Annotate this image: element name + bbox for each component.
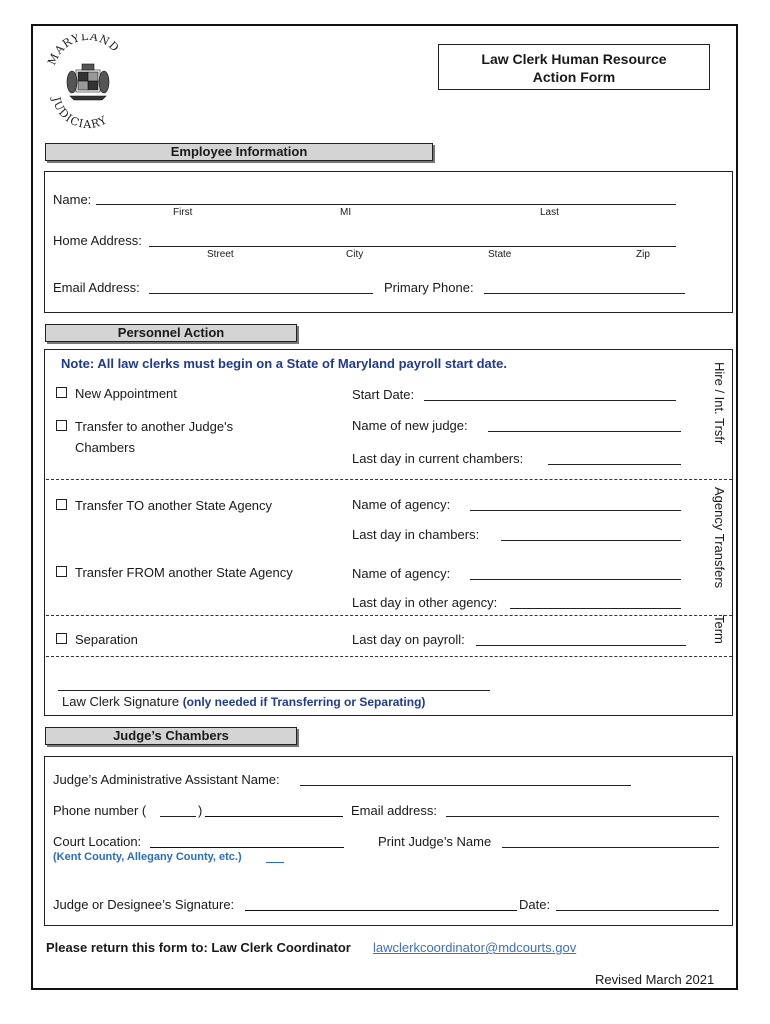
payroll-note: Note: All law clerks must begin on a State of Maryland payroll start date. [61, 356, 507, 371]
name-sublabel-first: First [173, 207, 193, 218]
home-address-label: Home Address: [53, 233, 142, 248]
email-address-field[interactable] [149, 293, 373, 294]
judge-email-label: Email address: [351, 803, 437, 818]
svg-text:JUDICIARY: JUDICIARY [49, 95, 110, 130]
transfer-to-agency-checkbox[interactable] [56, 499, 67, 510]
form-title-line1: Law Clerk Human Resource [481, 51, 667, 67]
separation-label: Separation [75, 632, 138, 647]
print-judge-name-label: Print Judge’s Name [378, 834, 492, 849]
name-sublabel-last: Last [540, 207, 559, 218]
personnel-action-heading: Personnel Action [45, 324, 297, 342]
maryland-judiciary-seal [46, 34, 130, 130]
judge-signature-field[interactable] [245, 910, 517, 911]
side-label-term: Term [712, 615, 727, 644]
employee-info-heading: Employee Information [45, 143, 433, 161]
agency-name-2-label: Name of agency: [352, 566, 451, 581]
transfer-from-agency-checkbox[interactable] [56, 566, 67, 577]
judge-signature-label: Judge or Designee’s Signature: [53, 897, 235, 912]
court-location-hint: (Kent County, Allegany County, etc.) [53, 851, 242, 863]
print-judge-name-field[interactable] [502, 847, 719, 848]
new-judge-label: Name of new judge: [352, 418, 468, 433]
agency-name-1-field[interactable] [470, 510, 681, 511]
transfer-from-agency-label: Transfer FROM another State Agency [75, 565, 293, 580]
phone-number-label: Phone number ( [53, 803, 147, 818]
new-appointment-label: New Appointment [75, 386, 177, 401]
agency-name-2-field[interactable] [470, 579, 681, 580]
revised-date: Revised March 2021 [595, 972, 715, 987]
assistant-name-label: Judge’s Administrative Assistant Name: [53, 772, 280, 787]
address-sublabel-street: Street [207, 249, 234, 260]
transfer-judge-label-line2: Chambers [75, 440, 135, 455]
judge-date-label: Date: [519, 897, 551, 912]
return-instructions: Please return this form to: Law Clerk Coordinator [46, 940, 351, 955]
assistant-name-field[interactable] [300, 785, 631, 786]
phone-close-paren: ) [198, 803, 203, 818]
new-judge-field[interactable] [488, 431, 681, 432]
section-divider [46, 479, 732, 480]
phone-number-field[interactable] [205, 816, 343, 817]
last-day-current-label: Last day in current chambers: [352, 451, 524, 466]
agency-name-1-label: Name of agency: [352, 497, 451, 512]
transfer-judge-checkbox[interactable] [56, 420, 67, 431]
last-day-other-agency-field[interactable] [510, 608, 681, 609]
side-label-agency: Agency Transfers [712, 487, 727, 589]
start-date-field[interactable] [424, 400, 676, 401]
form-title [438, 44, 710, 90]
side-label-hire: Hire / Int. Trsfr [712, 362, 727, 445]
law-clerk-signature-text: Law Clerk Signature [62, 694, 180, 709]
section-divider [46, 615, 732, 616]
last-day-current-field[interactable] [548, 464, 681, 465]
start-date-label: Start Date: [352, 387, 415, 402]
form-title-line2: Action Form [532, 69, 616, 85]
coordinator-email-link[interactable]: lawclerkcoordinator@mdcourts.gov [373, 940, 577, 955]
judge-email-field[interactable] [446, 816, 719, 817]
primary-phone-label: Primary Phone: [384, 280, 474, 295]
last-day-other-agency-label: Last day in other agency: [352, 595, 498, 610]
email-address-label: Email Address: [53, 280, 140, 295]
law-clerk-signature-label [62, 694, 425, 710]
transfer-to-agency-label: Transfer TO another State Agency [75, 498, 273, 513]
court-location-label: Court Location: [53, 834, 142, 849]
transfer-judge-label-line1: Transfer to another Judge's [75, 419, 234, 434]
new-appointment-checkbox[interactable] [56, 387, 67, 398]
last-day-payroll-field[interactable] [476, 645, 686, 646]
separation-checkbox[interactable] [56, 633, 67, 644]
address-sublabel-zip: Zip [636, 249, 650, 260]
judge-date-field[interactable] [556, 910, 719, 911]
law-clerk-signature-field[interactable] [58, 690, 490, 691]
law-clerk-signature-note: (only needed if Transferring or Separating) [182, 695, 426, 709]
address-sublabel-city: City [346, 249, 364, 260]
court-location-field[interactable] [150, 847, 344, 848]
phone-area-code-field[interactable] [160, 816, 196, 817]
address-sublabel-state: State [488, 249, 512, 260]
name-sublabel-mi: MI [340, 207, 352, 218]
court-hint-underline [266, 862, 284, 863]
last-day-payroll-label: Last day on payroll: [352, 632, 465, 647]
home-address-field[interactable] [149, 246, 676, 247]
last-day-chambers-label: Last day in chambers: [352, 527, 480, 542]
judges-chambers-heading: Judge’s Chambers [45, 727, 297, 745]
name-label: Name: [53, 192, 92, 207]
last-day-chambers-field[interactable] [501, 540, 681, 541]
name-field[interactable] [96, 204, 676, 205]
primary-phone-field[interactable] [484, 293, 685, 294]
svg-text:MARYLAND: MARYLAND [46, 34, 122, 68]
section-divider [46, 656, 732, 657]
